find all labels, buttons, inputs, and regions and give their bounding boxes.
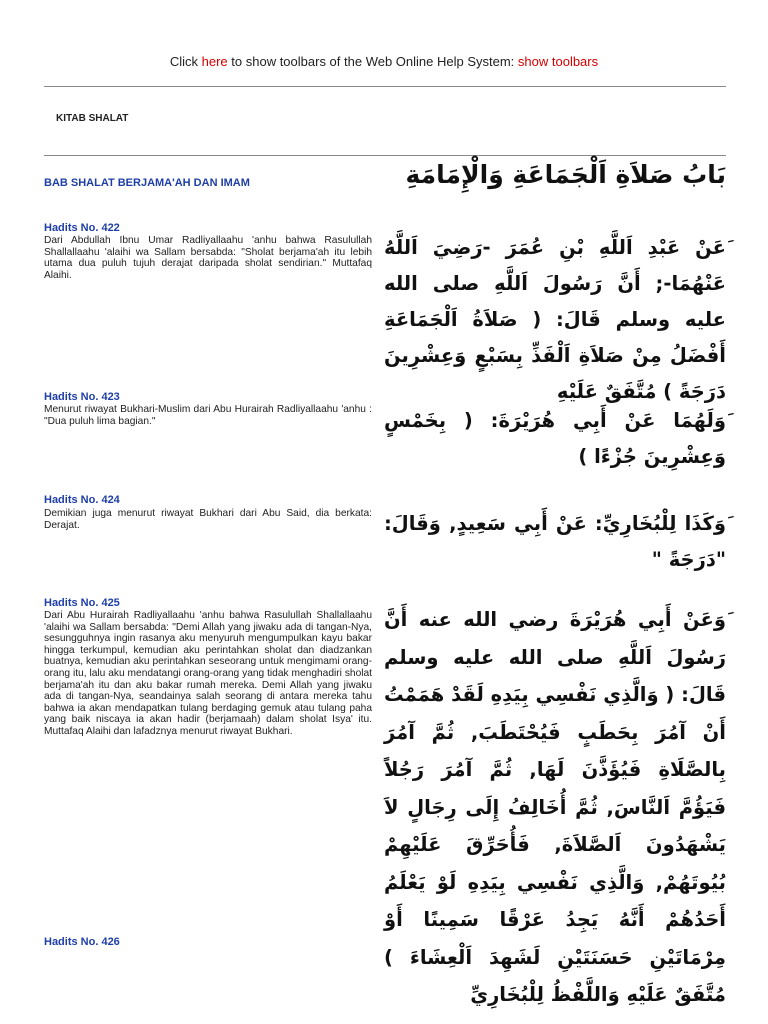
hadith-translation: Menurut riwayat Bukhari-Muslim dari Abu Hurairah Radliyallaahu 'anhu : "Dua puluh lima bagian." [44,404,372,427]
chapter-title-arabic: بَابُ صَلاَةِ اَلْجَمَاعَةِ وَالْإِمَامَةِ [405,160,726,189]
hadith-number: Hadits No. 425 [44,597,120,609]
toolbar-notice [0,54,768,69]
hadith-number: Hadits No. 424 [44,494,120,506]
show-toolbars-link[interactable]: show toolbars [517,54,599,69]
hadith-arabic-text: َعَنْ عَبْدِ اَللَّهِ بْنِ عُمَرَ -رَضِيَ اَللَّهُ عَنْهُمَا-; أَنَّ رَسُولَ اَللَّهِ صلى الله عليه وسلم قَالَ: ( صَلاَةُ اَلْجَمَاعَةِ أَفْضَلُ مِنْ صَلاَةِ اَلْفَذِّ بِسَبْعٍ وَعِشْرِينَ دَرَجَةً ) مُتَّفَقٌ عَلَيْهِ [384,236,726,403]
hadith-423 [44,391,726,468]
kitab-title: KITAB SHALAT [56,113,129,124]
section-divider [44,155,726,156]
hadith-arabic-text: َوَكَذَا لِلْبُخَارِيِّ: عَنْ أَبِي سَعِيدٍ, وَقَالَ: "دَرَجَةً " [384,512,726,571]
hadith-arabic-text: َوَعَنْ أَبِي هُرَيْرَةَ رضي الله عنه أَنَّ رَسُولَ اَللَّهِ صلى الله عليه وسلم قَالَ: ( وَالَّذِي نَفْسِي بِيَدِهِ لَقَدْ هَمَمْتُ أَنْ آمُرَ بِحَطَبٍ فَيُحْتَطَبَ, ثُمَّ آمُرَ بِالصَّلَاةِ فَيُؤَذَّنَ لَهَا, ثُمَّ آمُرَ رَجُلاً فَيَؤُمَّ اَلنَّاسَ, ثُمَّ أُخَالِفُ إِلَى رِجَالٍ لاَ يَشْهَدُونَ اَلصَّلاَةَ, فَأُحَرِّقَ عَلَيْهِمْ بُيُوتَهُمْ, وَالَّذِي نَفْسِي بِيَدِهِ لَوْ يَعْلَمُ أَحَدُهُمْ أَنَّهُ يَجِدُ عَرْقًا سَمِينًا أَوْ مِرْمَاتَيْنِ حَسَنَتَيْنِ لَشَهِدَ اَلْعِشَاءَ ) مُتَّفَقٌ عَلَيْهِ وَاللَّفْظُ لِلْبُخَارِيِّ [384,608,726,1006]
toolbar-notice-middle: to show toolbars of the Web Online Help System: [227,54,518,69]
here-link[interactable]: here [201,54,228,69]
hadith-424 [44,494,726,571]
chapter-title-latin: BAB SHALAT BERJAMA'AH DAN IMAM [44,177,250,189]
hadith-translation: Dari Abu Hurairah Radliyallaahu 'anhu bahwa Rasulullah Shallallaahu 'alaihi wa Sallam bersabda: "Demi Allah yang jiwaku ada di tangan-Nya, sesungguhnya ingin rasanya aku menyuruh mengumpulkan kayu bakar hingga terkumpul, kemudian aku perintahkan sholat dan diadzankan buatnya, kemudian aku perintahkan seseorang untuk mengimami orang-orang itu, lalu aku mendatangi orang-orang yang tidak menghadiri sholat berjama'ah itu dan aku bakar rumah mereka. Demi Allah yang jiwaku ada di tangan-Nya, seandainya salah seorang di antara mereka tahu bahwa ia akan mendapatkan tulang berdaging gemuk atau tulang paha yang baik niscaya ia akan hadir (berjamaah) dalam sholat Isya' itu. Muttafaq Alaihi dan lafadznya menurut riwayat Bukhari. [44,610,372,737]
hadith-number: Hadits No. 422 [44,222,120,234]
hadith-426 [44,936,726,949]
hadith-arabic-text: َوَلَهُمَا عَنْ أَبِي هُرَيْرَةَ: ( بِخَمْسٍ وَعِشْرِينَ جُزْءًا ) [384,409,726,468]
hadith-translation: Demikian juga menurut riwayat Bukhari dari Abu Said, dia berkata: Derajat. [44,508,372,531]
toolbar-notice-prefix: Click [169,54,202,69]
hadith-translation: Dari Abdullah Ibnu Umar Radliyallaahu 'anhu bahwa Rasulullah Shallallaahu 'alaihi wa Sallam bersabda: "Sholat berjama'ah itu lebih utama dua puluh tujuh derajat daripada sholat sendirian." Muttafaq Alaihi. [44,235,372,281]
top-divider [44,86,726,87]
hadith-number: Hadits No. 423 [44,391,120,403]
hadith-number: Hadits No. 426 [44,936,120,948]
